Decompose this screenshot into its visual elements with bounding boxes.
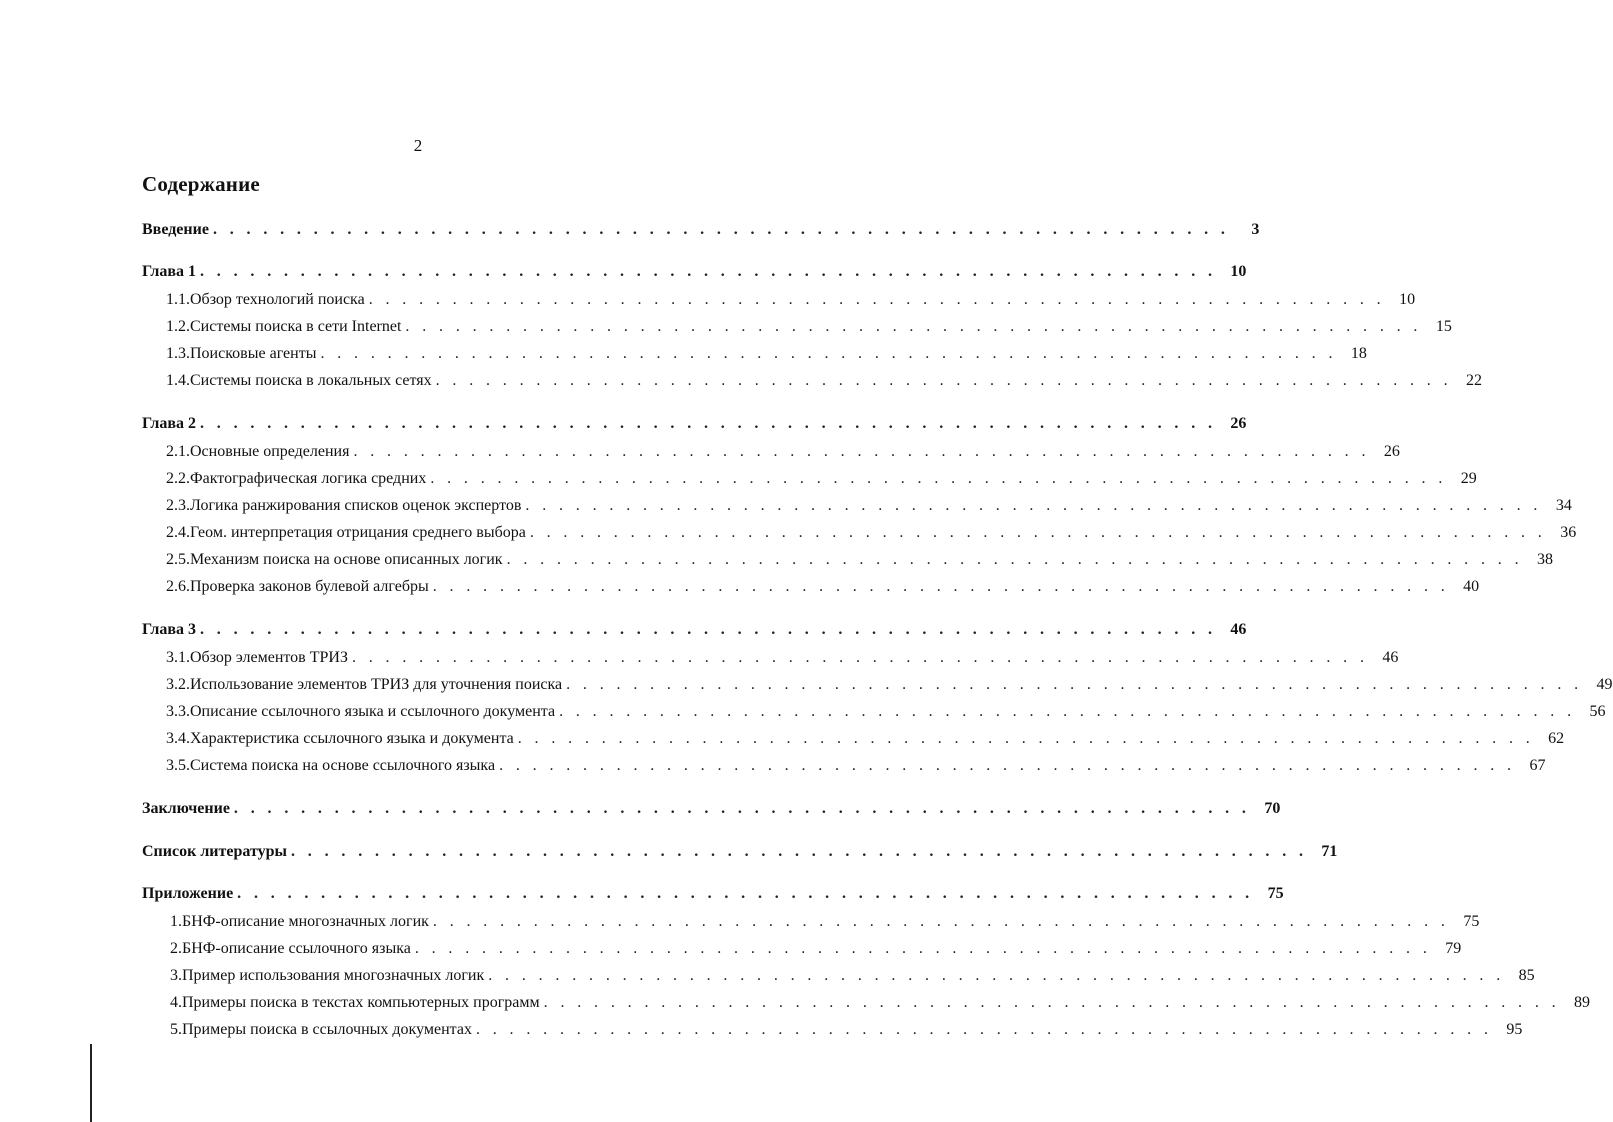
toc-entry-page: 56 bbox=[1589, 703, 1606, 720]
toc-entry-page: 46 bbox=[1382, 649, 1399, 666]
toc-leader-dots: . . . . . . . . . . . . . . . . . . . . . . . . . . . . . . . . . . . . . . . . . . . . . . . . . . . . . . . . . . . . . bbox=[430, 470, 1447, 487]
toc-leader-dots: . . . . . . . . . . . . . . . . . . . . . . . . . . . . . . . . . . . . . . . . . . . . . . . . . . . . . . . . . . . . . bbox=[432, 578, 1450, 595]
toc-section-entry bbox=[142, 494, 1572, 518]
toc-section-entry bbox=[142, 521, 1577, 545]
toc-entry-page: 29 bbox=[1460, 470, 1477, 487]
toc-entry-number: 4. bbox=[170, 994, 182, 1011]
toc-leader-dots: . . . . . . . . . . . . . . . . . . . . . . . . . . . . . . . . . . . . . . . . . . . . . . . . . . . . . . . . . . . . . bbox=[200, 621, 1217, 638]
toc-entry-number: 2.6. bbox=[166, 578, 190, 595]
toc-leader-dots: . . . . . . . . . . . . . . . . . . . . . . . . . . . . . . . . . . . . . . . . . . . . . . . . . . . . . . . . . . . . . bbox=[517, 730, 1535, 747]
toc-section-entry bbox=[142, 548, 1553, 572]
toc-entry-number: 1.3. bbox=[166, 345, 190, 362]
toc-leader-dots: . . . . . . . . . . . . . . . . . . . . . . . . . . . . . . . . . . . . . . . . . . . . . . . . . . . . . . . . . . . . . bbox=[559, 703, 1576, 720]
toc-entry-page: 49 bbox=[1596, 676, 1613, 693]
toc-entry-title: Использование элементов ТРИЗ для уточнения поиска bbox=[190, 676, 563, 693]
toc-entry-title: Проверка законов булевой алгебры bbox=[190, 578, 429, 595]
toc-section-entry bbox=[142, 673, 1613, 697]
toc-entry-number: 2.5. bbox=[166, 551, 190, 568]
toc-entry-page: 34 bbox=[1555, 497, 1572, 514]
toc-leader-dots: . . . . . . . . . . . . . . . . . . . . . . . . . . . . . . . . . . . . . . . . . . . . . . . . . . . . . . . . . . . . . bbox=[353, 443, 1370, 460]
toc-leader-dots: . . . . . . . . . . . . . . . . . . . . . . . . . . . . . . . . . . . . . . . . . . . . . . . . . . . . . . . . . . . . . bbox=[566, 676, 1583, 693]
toc-entry-title: Примеры поиска в текстах компьютерных программ bbox=[182, 994, 540, 1011]
toc-section-entry bbox=[142, 1018, 1523, 1042]
toc-leader-dots: . . . . . . . . . . . . . . . . . . . . . . . . . . . . . . . . . . . . . . . . . . . . . . . . . . . . . . . . . . . . . bbox=[237, 885, 1254, 902]
toc-entry-title: Приложение bbox=[142, 885, 234, 902]
toc-entry-title: Геом. интерпретация отрицания среднего выбора bbox=[190, 524, 526, 541]
toc-section-entry bbox=[142, 288, 1416, 312]
toc-leader-dots: . . . . . . . . . . . . . . . . . . . . . . . . . . . . . . . . . . . . . . . . . . . . . . . . . . . . . . . . . . . . . bbox=[233, 800, 1251, 817]
toc-entry-page: 95 bbox=[1506, 1021, 1523, 1038]
toc-entry-page: 10 bbox=[1399, 291, 1416, 308]
toc-section-entry bbox=[142, 646, 1399, 670]
toc-chapter-entry bbox=[142, 840, 1338, 864]
toc-entry-page: 26 bbox=[1383, 443, 1400, 460]
toc-entry-page: 85 bbox=[1518, 967, 1535, 984]
toc-leader-dots: . . . . . . . . . . . . . . . . . . . . . . . . . . . . . . . . . . . . . . . . . . . . . . . . . . . . . . . . . . . . . bbox=[432, 913, 1450, 930]
toc-section-entry bbox=[142, 754, 1546, 778]
toc-entry-title: Пример использования многозначных логик bbox=[182, 967, 485, 984]
toc-entry-title: Характеристика ссылочного языка и документа bbox=[190, 730, 514, 747]
toc-entry-number: 3.4. bbox=[166, 730, 190, 747]
toc-leader-dots: . . . . . . . . . . . . . . . . . . . . . . . . . . . . . . . . . . . . . . . . . . . . . . . . . . . . . . . . . . . . . bbox=[320, 345, 1337, 362]
toc-section-entry bbox=[142, 700, 1606, 724]
toc-entry-number: 3.2. bbox=[166, 676, 190, 693]
toc-entry-title: БНФ-описание ссылочного языка bbox=[182, 940, 411, 957]
toc-entry-page: 70 bbox=[1264, 800, 1281, 817]
toc-chapter-entry bbox=[142, 260, 1247, 284]
toc-entry-number: 2. bbox=[170, 940, 182, 957]
toc-entry-page: 89 bbox=[1574, 994, 1591, 1011]
toc-entry-title: Примеры поиска в ссылочных документах bbox=[182, 1021, 472, 1038]
page-number: 2 bbox=[413, 136, 423, 155]
toc-entry-title: Система поиска на основе ссылочного языка bbox=[190, 757, 496, 774]
toc-entry-page: 3 bbox=[1251, 221, 1260, 238]
toc-entry-title: Основные определения bbox=[190, 443, 350, 460]
toc-entry-page: 75 bbox=[1463, 913, 1480, 930]
toc-entry-page: 46 bbox=[1230, 621, 1247, 638]
toc-section-entry bbox=[142, 910, 1480, 934]
toc-entry-page: 62 bbox=[1548, 730, 1565, 747]
toc-entry-number: 3.1. bbox=[166, 649, 190, 666]
toc-entry-page: 22 bbox=[1466, 372, 1483, 389]
toc-entry-number: 2.3. bbox=[166, 497, 190, 514]
toc-section-entry bbox=[142, 575, 1480, 599]
toc-entry-title: Обзор технологий поиска bbox=[190, 291, 365, 308]
toc-leader-dots: . . . . . . . . . . . . . . . . . . . . . . . . . . . . . . . . . . . . . . . . . . . . . . . . . . . . . . . . . . . . . bbox=[488, 967, 1505, 984]
toc-leader-dots: . . . . . . . . . . . . . . . . . . . . . . . . . . . . . . . . . . . . . . . . . . . . . . . . . . . . . . . . . . . . . bbox=[291, 843, 1308, 860]
toc-leader-dots: . . . . . . . . . . . . . . . . . . . . . . . . . . . . . . . . . . . . . . . . . . . . . . . . . . . . . . . . . . . . . bbox=[499, 757, 1516, 774]
toc-section-entry bbox=[142, 937, 1462, 961]
toc-section-entry bbox=[142, 467, 1477, 491]
toc-entry-number: 1.1. bbox=[166, 291, 190, 308]
toc-entry-number: 1.2. bbox=[166, 318, 190, 335]
toc-entry-title: Механизм поиска на основе описанных логик bbox=[190, 551, 503, 568]
toc-entry-title: Фактографическая логика средних bbox=[190, 470, 427, 487]
toc-entry-title: Логика ранжирования списков оценок экспертов bbox=[190, 497, 522, 514]
toc-entry-number: 3. bbox=[170, 967, 182, 984]
toc-entry-page: 67 bbox=[1529, 757, 1546, 774]
toc-entry-number: 2.1. bbox=[166, 443, 190, 460]
toc-leader-dots: . . . . . . . . . . . . . . . . . . . . . . . . . . . . . . . . . . . . . . . . . . . . . . . . . . . . . . . . . . . . . bbox=[414, 940, 1432, 957]
toc-chapter-entry bbox=[142, 218, 1260, 242]
toc-entry-title: БНФ-описание многозначных логик bbox=[182, 913, 429, 930]
toc-leader-dots: . . . . . . . . . . . . . . . . . . . . . . . . . . . . . . . . . . . . . . . . . . . . . . . . . . . . . . . . . . . . . bbox=[475, 1021, 1493, 1038]
toc-leader-dots: . . . . . . . . . . . . . . . . . . . . . . . . . . . . . . . . . . . . . . . . . . . . . . . . . . . . . . . . . . . . . bbox=[405, 318, 1422, 335]
toc-entry-title: Описание ссылочного языка и ссылочного документа bbox=[190, 703, 556, 720]
toc-entry-page: 79 bbox=[1445, 940, 1462, 957]
toc-leader-dots: . . . . . . . . . . . . . . . . . . . . . . . . . . . . . . . . . . . . . . . . . . . . . . . . . . . . . . . . . . . . . bbox=[351, 649, 1369, 666]
toc-section-entry bbox=[142, 440, 1400, 464]
toc-entry-page: 10 bbox=[1230, 263, 1247, 280]
toc-entry-title: Системы поиска в сети Internet bbox=[190, 318, 402, 335]
toc-entry-page: 38 bbox=[1536, 551, 1553, 568]
toc-leader-dots: . . . . . . . . . . . . . . . . . . . . . . . . . . . . . . . . . . . . . . . . . . . . . . . . . . . . . . . . . . . . . bbox=[435, 372, 1453, 389]
toc-entry-number: 1. bbox=[170, 913, 182, 930]
toc-chapter-entry bbox=[142, 797, 1281, 821]
toc-leader-dots: . . . . . . . . . . . . . . . . . . . . . . . . . . . . . . . . . . . . . . . . . . . . . . . . . . . . . . . . . . . . . bbox=[200, 415, 1217, 432]
toc-entry-title: Список литературы bbox=[142, 843, 287, 860]
toc-leader-dots: . . . . . . . . . . . . . . . . . . . . . . . . . . . . . . . . . . . . . . . . . . . . . . . . . . . . . . . . . . . . . bbox=[368, 291, 1386, 308]
toc-title: Содержание bbox=[142, 172, 260, 196]
toc-entry-title: Глава 1 bbox=[142, 263, 196, 280]
toc-chapter-entry bbox=[142, 882, 1284, 906]
toc-leader-dots: . . . . . . . . . . . . . . . . . . . . . . . . . . . . . . . . . . . . . . . . . . . . . . . . . . . . . . . . . . . . . bbox=[200, 263, 1217, 280]
toc-entry-page: 36 bbox=[1560, 524, 1577, 541]
toc-leader-dots: . . . . . . . . . . . . . . . . . . . . . . . . . . . . . . . . . . . . . . . . . . . . . . . . . . . . . . . . . . . . . bbox=[525, 497, 1542, 514]
toc-section-entry bbox=[142, 991, 1591, 1015]
toc-section-entry bbox=[142, 964, 1535, 988]
toc-chapter-entry bbox=[142, 412, 1247, 436]
toc-entry-number: 2.4. bbox=[166, 524, 190, 541]
toc-entry-title: Глава 3 bbox=[142, 621, 196, 638]
toc-entry-title: Введение bbox=[142, 221, 209, 238]
toc-section-entry bbox=[142, 727, 1565, 751]
toc-entry-number: 1.4. bbox=[166, 372, 190, 389]
toc-entry-page: 18 bbox=[1350, 345, 1367, 362]
toc-entry-page: 15 bbox=[1435, 318, 1452, 335]
toc-chapter-entry bbox=[142, 618, 1247, 642]
toc-entry-title: Глава 2 bbox=[142, 415, 196, 432]
toc-entry-title: Обзор элементов ТРИЗ bbox=[190, 649, 348, 666]
toc-entry-number: 3.5. bbox=[166, 757, 190, 774]
toc-section-entry bbox=[142, 315, 1452, 339]
toc-entry-number: 3.3. bbox=[166, 703, 190, 720]
toc-section-entry bbox=[142, 342, 1367, 366]
toc-entry-title: Заключение bbox=[142, 800, 230, 817]
toc-entry-number: 2.2. bbox=[166, 470, 190, 487]
toc-entry-page: 40 bbox=[1463, 578, 1480, 595]
toc-section-entry bbox=[142, 369, 1483, 393]
toc-entry-page: 26 bbox=[1230, 415, 1247, 432]
toc-entry-page: 71 bbox=[1321, 843, 1338, 860]
toc-entry-page: 75 bbox=[1267, 885, 1284, 902]
toc-entry-number: 5. bbox=[170, 1021, 182, 1038]
scan-edge-mark bbox=[90, 1044, 92, 1122]
toc-leader-dots: . . . . . . . . . . . . . . . . . . . . . . . . . . . . . . . . . . . . . . . . . . . . . . . . . . . . . . . . . . . . . bbox=[543, 994, 1561, 1011]
toc-leader-dots: . . . . . . . . . . . . . . . . . . . . . . . . . . . . . . . . . . . . . . . . . . . . . . . . . . . . . . . . . . . . . bbox=[529, 524, 1547, 541]
toc-leader-dots: . . . . . . . . . . . . . . . . . . . . . . . . . . . . . . . . . . . . . . . . . . . . . . . . . . . . . . . . . . . . . bbox=[212, 221, 1230, 238]
toc-entry-title: Поисковые агенты bbox=[190, 345, 317, 362]
toc-leader-dots: . . . . . . . . . . . . . . . . . . . . . . . . . . . . . . . . . . . . . . . . . . . . . . . . . . . . . . . . . . . . . bbox=[506, 551, 1523, 568]
toc-entry-title: Системы поиска в локальных сетях bbox=[190, 372, 432, 389]
